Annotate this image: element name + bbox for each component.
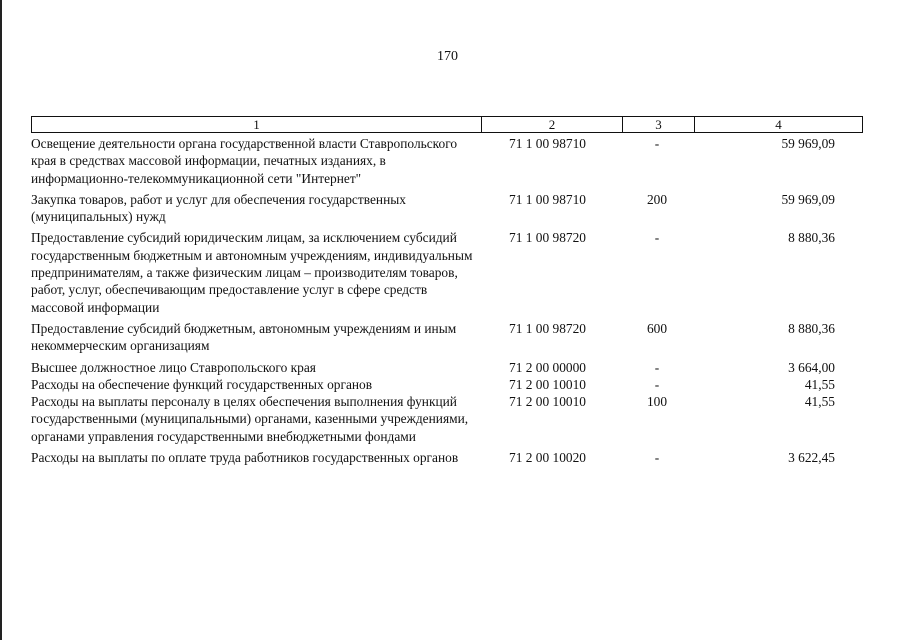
- table-row: [31, 229, 863, 315]
- row-code: 71 1 00 98710: [509, 191, 586, 207]
- row-code: 71 1 00 98710: [509, 136, 586, 151]
- header-col-1: 1: [253, 117, 260, 132]
- row-expense-type: -: [654, 359, 660, 375]
- row-name: Расходы на обеспечение функций государственных органов: [31, 376, 373, 392]
- row-expense-type: 100: [646, 394, 668, 410]
- page-number: 170: [437, 49, 458, 64]
- row-expense-type: -: [654, 136, 660, 151]
- row-name: Предоставление субсидий бюджетным, автономным учреждениям и иным некоммерческим организациям: [31, 320, 457, 354]
- row-expense-type: -: [654, 450, 660, 466]
- row-name: Закупка товаров, работ и услуг для обеспечения государственных (муниципальных) нужд: [31, 191, 406, 225]
- row-code: 71 2 00 10020: [509, 450, 586, 466]
- row-name: Расходы на выплаты по оплате труда работников государственных органов: [31, 450, 459, 466]
- header-col-3: 3: [622, 117, 694, 132]
- table-row: [31, 191, 863, 226]
- row-code: 71 1 00 98720: [509, 230, 586, 246]
- row-code: 71 2 00 00000: [509, 359, 586, 375]
- table-row: [31, 320, 863, 355]
- row-expense-type: 200: [646, 191, 668, 207]
- budget-table-body: [31, 135, 863, 466]
- row-code: 71 1 00 98720: [509, 320, 586, 336]
- row-sum: 8 880,36: [788, 230, 835, 246]
- row-sum: 41,55: [804, 394, 835, 410]
- row-sum: 8 880,36: [788, 320, 835, 336]
- row-expense-type: 600: [646, 320, 668, 336]
- row-name: Предоставление субсидий юридическим лицам, за исключением субсидий государственным бюджетным и автономным учреждениям, индивидуальным предпринимателям, а также физическим лицам – производителям товаров, работ, услуг, обеспечивающим предоставление услуг в сфере средств массовой информации: [31, 230, 473, 315]
- table-row: [31, 359, 863, 376]
- table-row: [31, 393, 863, 445]
- table-row: [31, 449, 863, 466]
- row-sum: 59 969,09: [781, 191, 835, 207]
- row-code: 71 2 00 10010: [509, 394, 586, 410]
- table-header: [31, 116, 863, 133]
- header-col-4: 4: [694, 117, 862, 132]
- row-sum: 3 622,45: [788, 450, 835, 466]
- row-expense-type: -: [654, 230, 660, 246]
- row-code: 71 2 00 10010: [509, 376, 586, 392]
- row-name: Расходы на выплаты персоналу в целях обеспечения выполнения функций государственными (муниципальными) органами, казенными учреждениями, органами управления государственными внебюджетными фондами: [31, 394, 469, 444]
- page-left-border: [0, 0, 2, 640]
- table-row: [31, 135, 863, 187]
- row-sum: 59 969,09: [781, 136, 835, 151]
- header-col-2: 2: [481, 117, 622, 132]
- row-name: Освещение деятельности органа государственной власти Ставропольского края в средствах массовой информации, печатных изданиях, в информационно-телекоммуникационной сети "Интернет": [31, 136, 458, 186]
- row-sum: 3 664,00: [788, 359, 835, 375]
- row-sum: 41,55: [804, 376, 835, 392]
- row-expense-type: -: [654, 376, 660, 392]
- table-row: [31, 376, 863, 393]
- row-name: Высшее должностное лицо Ставропольского края: [31, 359, 316, 375]
